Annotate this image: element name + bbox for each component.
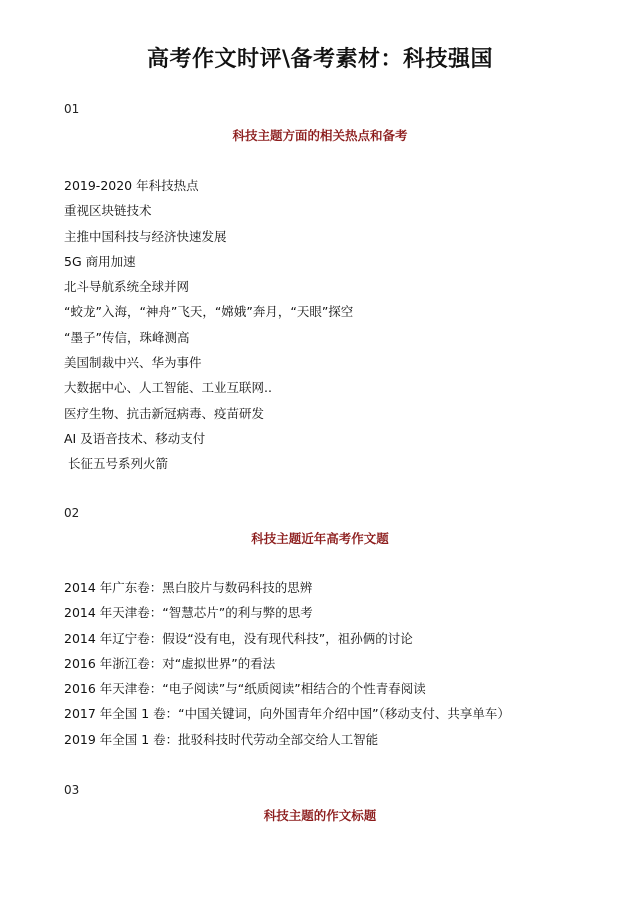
list-item: 北斗导航系统全球并网 bbox=[64, 279, 190, 295]
section-1-number: 01 bbox=[64, 102, 80, 116]
section-1-list bbox=[64, 173, 353, 477]
list-item: 2019 年全国 1 卷：批驳科技时代劳动全部交给人工智能 bbox=[64, 731, 379, 747]
list-item: 重视区块链技术 bbox=[64, 203, 152, 219]
list-item: 医疗生物、抗击新冠病毒、疫苗研发 bbox=[64, 405, 265, 421]
list-item: 2016 年天津卷：“电子阅读”与“纸质阅读”相结合的个性青春阅读 bbox=[64, 681, 426, 697]
list-item: “蛟龙”入海，“神舟”飞天，“嫦娥”奔月，“天眼”探空 bbox=[64, 304, 354, 320]
list-item: 2017 年全国 1 卷：“中国关键词，向外国青年介绍中国”（移动支付、共享单车） bbox=[64, 706, 510, 722]
list-item: 2014 年天津卷：“智慧芯片”的利与弊的思考 bbox=[64, 605, 313, 621]
list-item: AI 及语音技术、移动支付 bbox=[64, 430, 206, 446]
list-item: 大数据中心、人工智能、工业互联网.. bbox=[64, 380, 272, 396]
list-item: 2014 年广东卷：黑白胶片与数码科技的思辨 bbox=[64, 580, 313, 595]
document-title: 高考作文时评\备考素材：科技强国 bbox=[146, 47, 494, 72]
section-3-heading: 科技主题的作文标题 bbox=[263, 808, 377, 823]
list-item: 主推中国科技与经济快速发展 bbox=[64, 228, 227, 244]
section-2-number: 02 bbox=[64, 506, 80, 520]
list-item: “墨子”传信，珠峰测高 bbox=[64, 329, 190, 345]
list-item: 5G 商用加速 bbox=[64, 253, 136, 269]
list-item: 2019-2020 年科技热点 bbox=[64, 178, 199, 193]
section-2-heading: 科技主题近年高考作文题 bbox=[251, 531, 389, 546]
list-item: 2014 年辽宁卷：假设“没有电，没有现代科技”，祖孙俩的讨论 bbox=[64, 630, 413, 646]
list-item: 长征五号系列火箭 bbox=[68, 456, 169, 472]
list-item: 美国制裁中兴、华为事件 bbox=[64, 355, 202, 371]
section-3-number: 03 bbox=[64, 783, 80, 797]
section-1-heading: 科技主题方面的相关热点和备考 bbox=[232, 128, 408, 143]
list-item: 2016 年浙江卷：对“虚拟世界”的看法 bbox=[64, 655, 276, 671]
section-2-list bbox=[64, 575, 510, 752]
